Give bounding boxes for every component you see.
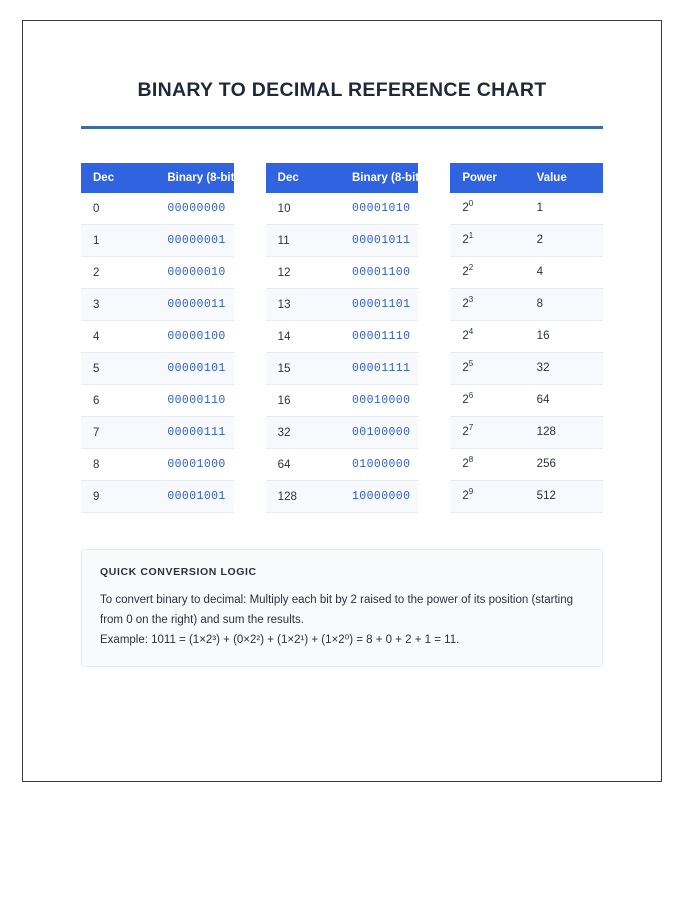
table-body: [81, 193, 234, 513]
cell-dec: 8: [93, 458, 100, 471]
cell-binary: 00001101: [352, 298, 411, 311]
reference-tables-row: [81, 163, 603, 513]
table-row: [450, 224, 603, 256]
table-row: [81, 193, 234, 225]
table-row: [266, 481, 419, 513]
cell-dec: 0: [93, 202, 100, 215]
cell-power: [450, 448, 526, 480]
cell-dec: 15: [277, 362, 291, 375]
table-body: [450, 193, 603, 513]
table-row: [266, 257, 419, 289]
cell-binary: 00000001: [167, 234, 226, 247]
info-box-example: Example: 1011 = (1×2³) + (0×2²) + (1×2¹) + (1×2⁰) = 8 + 0 + 2 + 1 = 11.: [100, 634, 460, 647]
power-base: 2: [462, 362, 469, 375]
cell-binary: 00000010: [167, 266, 226, 279]
column-header-dec: Dec: [266, 163, 342, 193]
cell-power: [450, 480, 526, 512]
column-header-binary: Binary (8-bit): [342, 163, 418, 193]
table-header-row: [81, 163, 234, 193]
cell-dec: 9: [93, 490, 100, 503]
power-exponent: 6: [468, 391, 474, 401]
table-row: [266, 385, 419, 417]
table-row: [81, 385, 234, 417]
cell-value: 1: [536, 202, 544, 215]
power-exponent: 0: [468, 199, 474, 209]
table-row: [266, 353, 419, 385]
table-row: [266, 449, 419, 481]
power-base: 2: [462, 330, 469, 343]
cell-binary: 00000101: [167, 362, 226, 375]
cell-value: 128: [536, 426, 556, 439]
cell-dec: 5: [93, 362, 100, 375]
power-exponent: 7: [468, 423, 474, 433]
cell-binary: 01000000: [352, 458, 411, 471]
table-row: [450, 256, 603, 288]
table-row: [450, 480, 603, 512]
title-divider: [81, 126, 603, 129]
power-base: 2: [462, 394, 469, 407]
table-row: [266, 289, 419, 321]
cell-dec: 11: [277, 234, 290, 247]
power-exponent: 1: [468, 231, 474, 241]
cell-binary: 00100000: [352, 426, 411, 439]
column-header-dec: Dec: [81, 163, 157, 193]
power-base: 2: [462, 234, 469, 247]
table-row: [266, 417, 419, 449]
column-header-power: Power: [450, 163, 526, 193]
cell-binary: 00001010: [352, 202, 411, 215]
column-header-value: Value: [527, 163, 603, 193]
cell-dec: 7: [93, 426, 100, 439]
cell-value: 512: [536, 490, 556, 503]
cell-dec: 128: [277, 490, 297, 503]
cell-value: 4: [536, 266, 544, 279]
power-base: 2: [462, 266, 469, 279]
table-header-row: [266, 163, 419, 193]
table-row: [266, 321, 419, 353]
cell-value: 64: [536, 394, 550, 407]
cell-dec: 2: [93, 266, 100, 279]
cell-binary: 00010000: [352, 394, 411, 407]
cell-power: [450, 256, 526, 288]
cell-value: 16: [536, 330, 550, 343]
cell-binary: 00001000: [167, 458, 226, 471]
cell-power: [450, 193, 526, 224]
cell-binary: 00000100: [167, 330, 226, 343]
power-base: 2: [462, 490, 469, 503]
cell-binary: 00001001: [167, 490, 226, 503]
cell-power: [450, 224, 526, 256]
cell-value: 32: [536, 362, 550, 375]
table-row: [450, 193, 603, 224]
table-header: [450, 163, 603, 193]
table-header: [81, 163, 239, 193]
table-row: [450, 384, 603, 416]
power-exponent: 2: [468, 263, 474, 273]
cell-dec: 3: [93, 298, 100, 311]
table-row: [450, 352, 603, 384]
quick-conversion-logic-box: [81, 549, 603, 667]
page-title: BINARY TO DECIMAL REFERENCE CHART: [137, 79, 547, 101]
cell-dec: 13: [277, 298, 291, 311]
power-exponent: 5: [468, 359, 474, 369]
power-exponent: 8: [468, 455, 474, 465]
table-powers-of-two: [450, 163, 603, 513]
cell-binary: 00001111: [352, 362, 411, 375]
table-row: [266, 193, 419, 225]
column-header-binary: Binary (8-bit): [157, 163, 233, 193]
table-dec-0-9: [81, 163, 239, 513]
power-base: 2: [462, 426, 469, 439]
table-row: [81, 225, 234, 257]
table-row: [450, 448, 603, 480]
cell-binary: 00001110: [352, 330, 411, 343]
cell-dec: 1: [93, 234, 100, 247]
cell-value: 8: [536, 298, 544, 311]
cell-binary: 00000000: [167, 202, 226, 215]
cell-binary: 00000011: [167, 298, 226, 311]
cell-dec: 12: [277, 266, 291, 279]
cell-binary: 00000110: [167, 394, 226, 407]
cell-power: [450, 384, 526, 416]
info-box-title: QUICK CONVERSION LOGIC: [100, 566, 257, 578]
table-row: [266, 225, 419, 257]
power-exponent: 3: [468, 295, 474, 305]
cell-dec: 64: [277, 458, 291, 471]
power-base: 2: [462, 458, 469, 471]
cell-dec: 6: [93, 394, 100, 407]
table-row: [450, 416, 603, 448]
table-body: [266, 193, 419, 513]
page-content: [81, 79, 603, 667]
cell-dec: 10: [277, 202, 291, 215]
table-row: [81, 321, 234, 353]
info-box-paragraph: To convert binary to decimal: Multiply each bit by 2 raised to the power of its position (starting from 0 on the right) and sum the results.: [100, 594, 574, 627]
cell-dec: 16: [277, 394, 291, 407]
table-row: [450, 320, 603, 352]
table-row: [81, 417, 234, 449]
power-exponent: 9: [468, 487, 474, 497]
table-row: [81, 449, 234, 481]
cell-value: 2: [536, 234, 544, 247]
table-row: [81, 481, 234, 513]
cell-power: [450, 352, 526, 384]
cell-binary: 00001011: [352, 234, 411, 247]
table-dec-10-128: [266, 163, 423, 513]
cell-binary: 00001100: [352, 266, 411, 279]
table-row: [81, 289, 234, 321]
power-base: 2: [462, 202, 469, 215]
cell-dec: 32: [277, 426, 291, 439]
table-row: [81, 353, 234, 385]
table-header: [266, 163, 423, 193]
table-header-row: [450, 163, 603, 193]
cell-power: [450, 320, 526, 352]
cell-power: [450, 288, 526, 320]
cell-value: 256: [536, 458, 556, 471]
cell-binary: 10000000: [352, 490, 411, 503]
power-exponent: 4: [468, 327, 474, 337]
cell-power: [450, 416, 526, 448]
table-row: [450, 288, 603, 320]
cell-dec: 14: [277, 330, 291, 343]
cell-binary: 00000111: [167, 426, 226, 439]
page-frame: [22, 20, 662, 782]
cell-dec: 4: [93, 330, 100, 343]
power-base: 2: [462, 298, 469, 311]
table-row: [81, 257, 234, 289]
